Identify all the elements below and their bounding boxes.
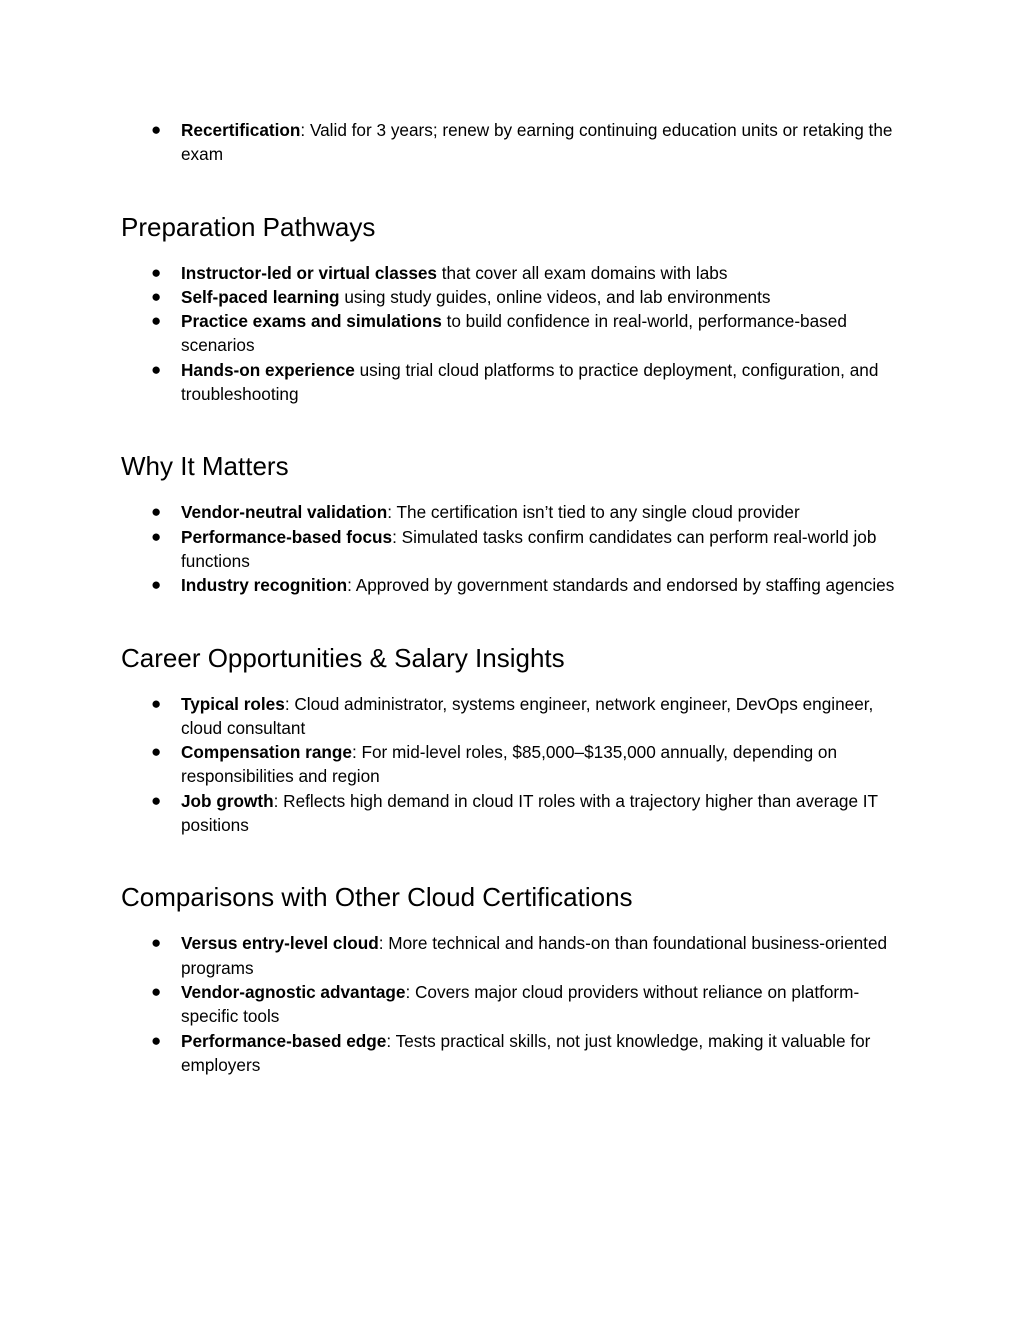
list-item: [121, 980, 901, 1029]
item-text: : The certification isn’t tied to any single cloud provider: [387, 502, 800, 523]
item-term: Performance-based edge: [181, 1030, 387, 1051]
list-item: [121, 500, 901, 524]
list-item: [121, 740, 901, 789]
section-comparisons: [121, 881, 901, 1077]
list-item: [121, 525, 901, 574]
item-term: Instructor-led or virtual classes: [181, 262, 437, 283]
bullet-icon: ●: [151, 120, 162, 139]
item-text: : Cloud administrator, systems engineer, network engineer, DevOps engineer, cloud consultant: [181, 693, 874, 738]
list-item: [121, 789, 901, 838]
bullet-icon: ●: [151, 575, 162, 595]
section-preparation-pathways: [121, 211, 901, 407]
bullet-icon: ●: [151, 933, 162, 953]
list-item: [121, 573, 901, 597]
bullet-icon: ●: [151, 262, 162, 282]
item-text: : Valid for 3 years; renew by earning continuing education units or retaking the exam: [181, 120, 893, 165]
bullet-icon: ●: [151, 526, 162, 546]
item-term: Industry recognition: [181, 575, 348, 596]
item-text: : Reflects high demand in cloud IT roles with a trajectory higher than average IT positions: [181, 790, 878, 836]
item-term: Performance-based focus: [181, 526, 393, 547]
list-item: [121, 931, 901, 980]
item-term: Typical roles: [181, 693, 285, 714]
list-item: [121, 358, 901, 407]
item-text: using study guides, online videos, and lab environments: [339, 286, 771, 307]
item-term: Vendor-neutral validation: [181, 502, 388, 523]
bullet-icon: ●: [151, 693, 162, 713]
item-text: : For mid-level roles, $85,000–$135,000 annually, depending on responsibilities and region: [181, 742, 838, 787]
item-text: : Approved by government standards and endorsed by staffing agencies: [347, 575, 895, 596]
bullet-list: [121, 261, 901, 407]
section-career-opportunities: [121, 642, 901, 838]
item-term: Self-paced learning: [181, 286, 340, 307]
item-text: : More technical and hands-on than foundational business-oriented programs: [181, 933, 888, 978]
section-heading: Why It Matters: [121, 451, 289, 482]
bullet-list: [121, 500, 901, 597]
bullet-icon: ●: [151, 742, 162, 762]
item-term: Recertification: [181, 120, 301, 140]
list-item: [121, 285, 901, 309]
section-heading: Comparisons with Other Cloud Certifications: [121, 882, 633, 913]
bullet-list: [121, 118, 901, 167]
bullet-icon: ●: [151, 502, 162, 522]
item-text: to build confidence in real-world, performance-based scenarios: [181, 311, 847, 356]
item-term: Job growth: [181, 790, 274, 811]
item-text: : Simulated tasks confirm candidates can perform real-world job functions: [181, 526, 877, 571]
item-text: : Tests practical skills, not just knowledge, making it valuable for employers: [181, 1030, 871, 1075]
section-why-it-matters: [121, 450, 901, 597]
bullet-icon: ●: [151, 359, 162, 379]
list-item: [121, 261, 901, 285]
item-text: using trial cloud platforms to practice deployment, configuration, and troubleshooting: [181, 359, 879, 405]
bullet-icon: ●: [151, 286, 162, 306]
list-item: [121, 309, 901, 358]
item-term: Vendor-agnostic advantage: [181, 981, 406, 1002]
list-item: [121, 1029, 901, 1078]
bullet-list: [121, 931, 901, 1077]
document-content: [121, 118, 901, 1077]
item-text: : Covers major cloud providers without reliance on platform-specific tools: [181, 981, 860, 1027]
item-text: that cover all exam domains with labs: [437, 262, 728, 283]
section-heading: Career Opportunities & Salary Insights: [121, 642, 565, 673]
item-term: Practice exams and simulations: [181, 311, 442, 332]
item-term: Hands-on experience: [181, 359, 355, 380]
bullet-icon: ●: [151, 790, 162, 810]
bullet-icon: ●: [151, 981, 162, 1001]
section-heading: Preparation Pathways: [121, 211, 376, 242]
bullet-icon: ●: [151, 311, 162, 331]
list-item: [121, 118, 901, 167]
bullet-icon: ●: [151, 1030, 162, 1050]
intro-list-block: [121, 118, 901, 167]
item-term: Versus entry-level cloud: [181, 933, 379, 954]
item-term: Compensation range: [181, 742, 352, 763]
list-item: [121, 692, 901, 741]
bullet-list: [121, 692, 901, 838]
